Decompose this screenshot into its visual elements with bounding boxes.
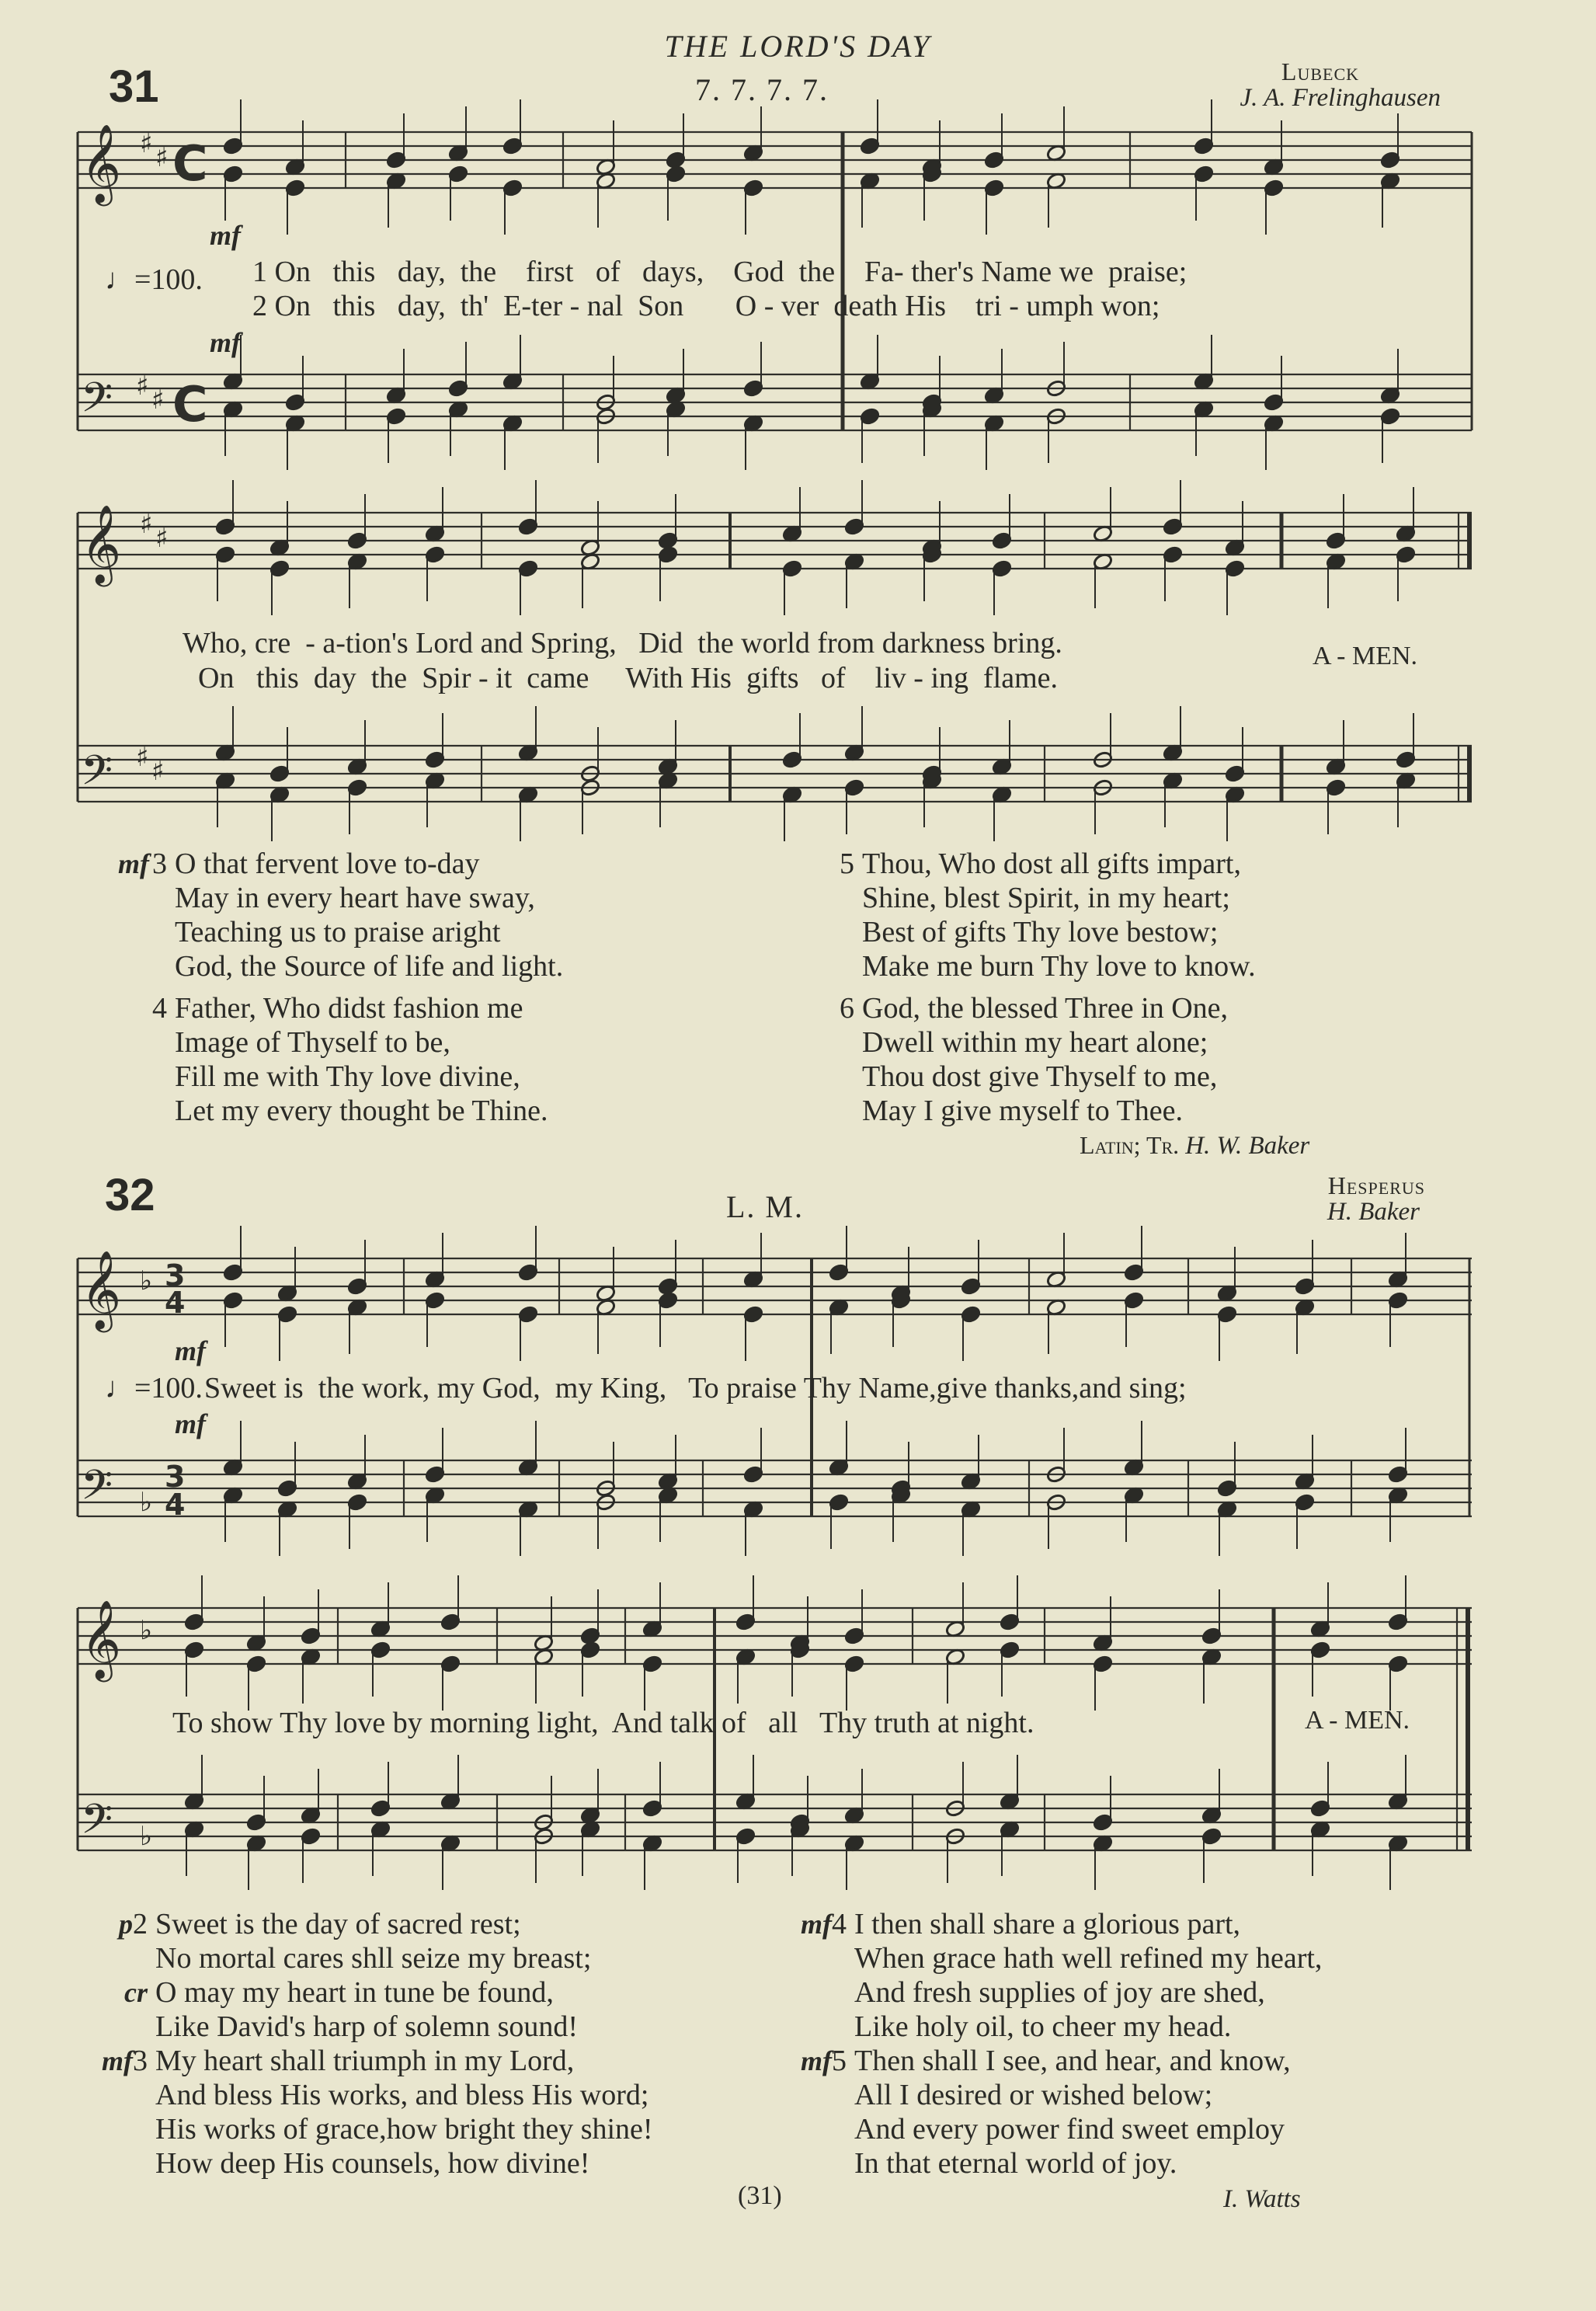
verse-line: O may my heart in tune be found, xyxy=(155,1976,554,2009)
svg-text:C: C xyxy=(172,135,208,192)
verse-number: 3 xyxy=(133,2045,148,2077)
dynamic-mark: mf xyxy=(210,327,241,358)
svg-text:3: 3 xyxy=(165,1258,186,1293)
treble-clef-icon: 𝄞 xyxy=(81,503,122,583)
svg-text:♭: ♭ xyxy=(140,1821,153,1852)
svg-text:♯: ♯ xyxy=(155,523,169,554)
verse-line: Like holy oil, to cheer my head. xyxy=(854,2010,1232,2043)
hymn-31-meter: 7. 7. 7. 7. xyxy=(695,72,829,107)
svg-text:♯: ♯ xyxy=(140,509,153,540)
verse-line: Father, Who didst fashion me xyxy=(175,992,523,1025)
verse-line: Teaching us to praise aright xyxy=(175,916,501,948)
hymn-31-credit: Latin; Tr. H. W. Baker xyxy=(1080,1131,1310,1160)
dynamic-mark: mf xyxy=(801,1909,832,1940)
verse-line: Thou dost give Thyself to me, xyxy=(862,1060,1218,1093)
dynamic-mark: mf xyxy=(102,2045,133,2076)
tempo-mark: ♩=100. xyxy=(105,1372,203,1404)
dynamic-mark: mf xyxy=(210,220,241,251)
verse-line: And fresh supplies of joy are shed, xyxy=(854,1976,1265,2009)
verse-number: 4 xyxy=(832,1908,847,1940)
dynamic-mark: mf xyxy=(118,848,149,879)
svg-text:♯: ♯ xyxy=(140,128,153,159)
verse-block xyxy=(769,1907,1491,2044)
verse-line: May in every heart have sway, xyxy=(175,882,535,914)
svg-text:3: 3 xyxy=(165,1460,186,1494)
verse-block xyxy=(769,2044,1491,2180)
hymn-31-composer: J. A. Frelinghausen xyxy=(1240,84,1441,112)
verse-block xyxy=(109,847,777,983)
verse-line: How deep His counsels, how divine! xyxy=(155,2147,590,2180)
verse-line: O that fervent love to-day xyxy=(175,847,480,880)
verse-line: I then shall share a glorious part, xyxy=(854,1908,1241,1940)
quarter-note-icon: ♩ xyxy=(105,1372,134,1404)
svg-text:♭: ♭ xyxy=(140,1487,153,1518)
lyric-line: 2 On this day, th' E-ter - nal Son O - ver death His tri - umph won; xyxy=(252,290,1160,322)
verse-line: God, the blessed Three in One, xyxy=(862,992,1229,1025)
hymn-32-verses-right xyxy=(769,1907,1491,2180)
hymn-31-tune: Lubeck xyxy=(1281,57,1359,85)
verse-line: No mortal cares shll seize my breast; xyxy=(155,1942,592,1975)
amen-label: A - MEN. xyxy=(1313,642,1418,670)
hymn-number-31: 31 xyxy=(109,61,159,112)
verse-line: Then shall I see, and hear, and know, xyxy=(854,2045,1291,2077)
amen-label: A - MEN. xyxy=(1305,1706,1410,1735)
svg-text:C: C xyxy=(172,376,208,433)
svg-text:♯: ♯ xyxy=(136,371,149,402)
verse-line: Image of Thyself to be, xyxy=(175,1026,450,1059)
hymn-32-credit: I. Watts xyxy=(1223,2185,1301,2213)
section-title: THE LORD'S DAY xyxy=(664,29,932,64)
verse-number: 5 xyxy=(840,847,854,880)
verse-block xyxy=(85,2044,784,2180)
svg-text:♯: ♯ xyxy=(151,756,165,787)
verse-block xyxy=(109,991,777,1128)
verse-block xyxy=(808,847,1491,983)
verse-block xyxy=(85,1907,784,2044)
dynamic-mark: p xyxy=(119,1909,133,1940)
lyric-line: On this day the Spir - it came With His gifts of liv - ing flame. xyxy=(198,662,1059,694)
hymn-31-verses-left xyxy=(109,847,777,1128)
verse-line: And bless His works, and bless His word; xyxy=(155,2079,649,2111)
verse-line: When grace hath well refined my heart, xyxy=(854,1942,1323,1975)
page-number: (31) xyxy=(738,2181,782,2210)
verse-line: God, the Source of life and light. xyxy=(175,950,564,983)
hymn-32-verses-left xyxy=(85,1907,784,2180)
treble-clef-icon: 𝄞 xyxy=(81,123,122,203)
verse-line: Dwell within my heart alone; xyxy=(862,1026,1208,1059)
verse-line: His works of grace,how bright they shine! xyxy=(155,2113,653,2146)
svg-text:♯: ♯ xyxy=(136,742,149,773)
bass-clef-icon: 𝄢 xyxy=(81,374,113,432)
svg-text:♯: ♯ xyxy=(155,142,169,173)
verse-line: And every power find sweet employ xyxy=(854,2113,1285,2146)
verse-number: 4 xyxy=(152,992,167,1025)
svg-text:♭: ♭ xyxy=(140,1615,153,1646)
bass-clef-icon: 𝄢 xyxy=(81,1462,113,1519)
dynamic-mark: mf xyxy=(801,2045,832,2076)
verse-line: Fill me with Thy love divine, xyxy=(175,1060,520,1093)
verse-line: My heart shall triumph in my Lord, xyxy=(155,2045,575,2077)
verse-line: Shine, blest Spirit, in my heart; xyxy=(862,882,1230,914)
svg-text:4: 4 xyxy=(165,1286,186,1320)
verse-block xyxy=(808,991,1491,1128)
svg-text:♯: ♯ xyxy=(151,385,165,416)
verse-line: May I give myself to Thee. xyxy=(862,1095,1183,1127)
lyric-line: To show Thy love by morning light, And talk of all Thy truth at night. xyxy=(172,1707,1034,1739)
bass-clef-icon: 𝄢 xyxy=(81,1796,113,1853)
verse-line: In that eternal world of joy. xyxy=(854,2147,1177,2180)
verse-line: Let my every thought be Thine. xyxy=(175,1095,548,1127)
verse-number: 2 xyxy=(133,1908,148,1940)
hymn-32-composer: H. Baker xyxy=(1327,1198,1420,1226)
verse-line: Make me burn Thy love to know. xyxy=(862,950,1256,983)
verse-line: Like David's harp of solemn sound! xyxy=(155,2010,579,2043)
hymn-32-meter: L. M. xyxy=(726,1189,804,1224)
dynamic-mark: mf xyxy=(175,1335,206,1366)
treble-clef-icon: 𝄞 xyxy=(81,1249,122,1329)
verse-line: All I desired or wished below; xyxy=(854,2079,1213,2111)
dynamic-mark: cr xyxy=(124,1977,148,2008)
verse-line: Sweet is the day of sacred rest; xyxy=(155,1908,521,1940)
verse-number: 3 xyxy=(152,847,167,880)
lyric-line: 1 On this day, the first of days, God the Fa- ther's Name we praise; xyxy=(252,256,1187,288)
lyric-line: Who, cre - a-tion's Lord and Spring, Did the world from darkness bring. xyxy=(183,627,1062,660)
lyric-line: Sweet is the work, my God, my King, To praise Thy Name,give thanks,and sing; xyxy=(204,1372,1187,1404)
hymn-32-tune: Hesperus xyxy=(1327,1171,1425,1199)
bass-clef-icon: 𝄢 xyxy=(81,747,113,805)
tempo-mark: ♩=100. xyxy=(105,263,203,296)
svg-text:4: 4 xyxy=(165,1488,186,1522)
quarter-note-icon: ♩ xyxy=(105,263,134,296)
hymn-31-verses-right xyxy=(808,847,1491,1128)
treble-clef-icon: 𝄞 xyxy=(81,1599,122,1679)
verse-line: Best of gifts Thy love bestow; xyxy=(862,916,1219,948)
dynamic-mark: mf xyxy=(175,1408,206,1439)
verse-number: 6 xyxy=(840,992,854,1025)
svg-text:♭: ♭ xyxy=(140,1265,153,1296)
verse-line: Thou, Who dost all gifts impart, xyxy=(862,847,1241,880)
verse-number: 5 xyxy=(832,2045,847,2077)
hymn-number-32: 32 xyxy=(105,1170,155,1220)
